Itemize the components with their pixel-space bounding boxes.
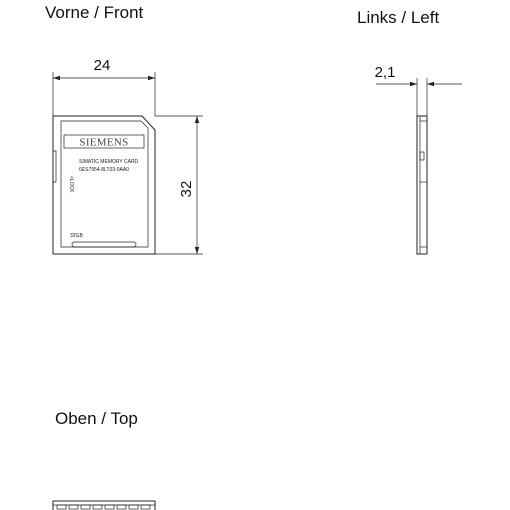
width-arrow-left [53, 76, 60, 80]
contact-pin [81, 505, 90, 509]
height-value: 32 [178, 180, 195, 198]
contact-pin [105, 505, 114, 509]
height-arrow-top [195, 116, 199, 123]
contact-pin [57, 505, 66, 509]
article-number: 6ES7954-8LT03-0AA0 [79, 167, 129, 173]
thickness-dimension [375, 64, 462, 116]
height-arrow-bottom [195, 247, 199, 254]
thickness-arrow-right [427, 82, 434, 86]
thickness-value: 2,1 [374, 64, 396, 81]
contact-pin [69, 505, 78, 509]
side-lock-switch [420, 152, 424, 160]
contact-pin [141, 505, 150, 509]
contact-pin [117, 505, 126, 509]
front-view [45, 3, 203, 254]
front-view-title: Vorne / Front [45, 3, 144, 22]
width-arrow-right [148, 76, 155, 80]
width-dimension [53, 57, 155, 116]
product-name: SIMATIC MEMORY CARD [79, 159, 139, 165]
left-view-title: Links / Left [357, 8, 440, 27]
brand-logo-text: SIEMENS [79, 136, 129, 149]
width-value: 24 [93, 57, 111, 74]
top-view-title: Oben / Top [55, 409, 138, 428]
contact-pin [129, 505, 138, 509]
height-dimension [155, 116, 203, 254]
top-view [53, 409, 155, 510]
lock-label: <LOCK [68, 176, 74, 193]
side-profile [417, 116, 427, 254]
capacity-label: 32GB [70, 233, 83, 239]
contact-pins [57, 505, 150, 509]
grip-bar [72, 242, 136, 247]
top-profile [53, 501, 155, 510]
thickness-arrow-left [410, 82, 417, 86]
left-view [357, 8, 462, 254]
contact-pin [93, 505, 102, 509]
